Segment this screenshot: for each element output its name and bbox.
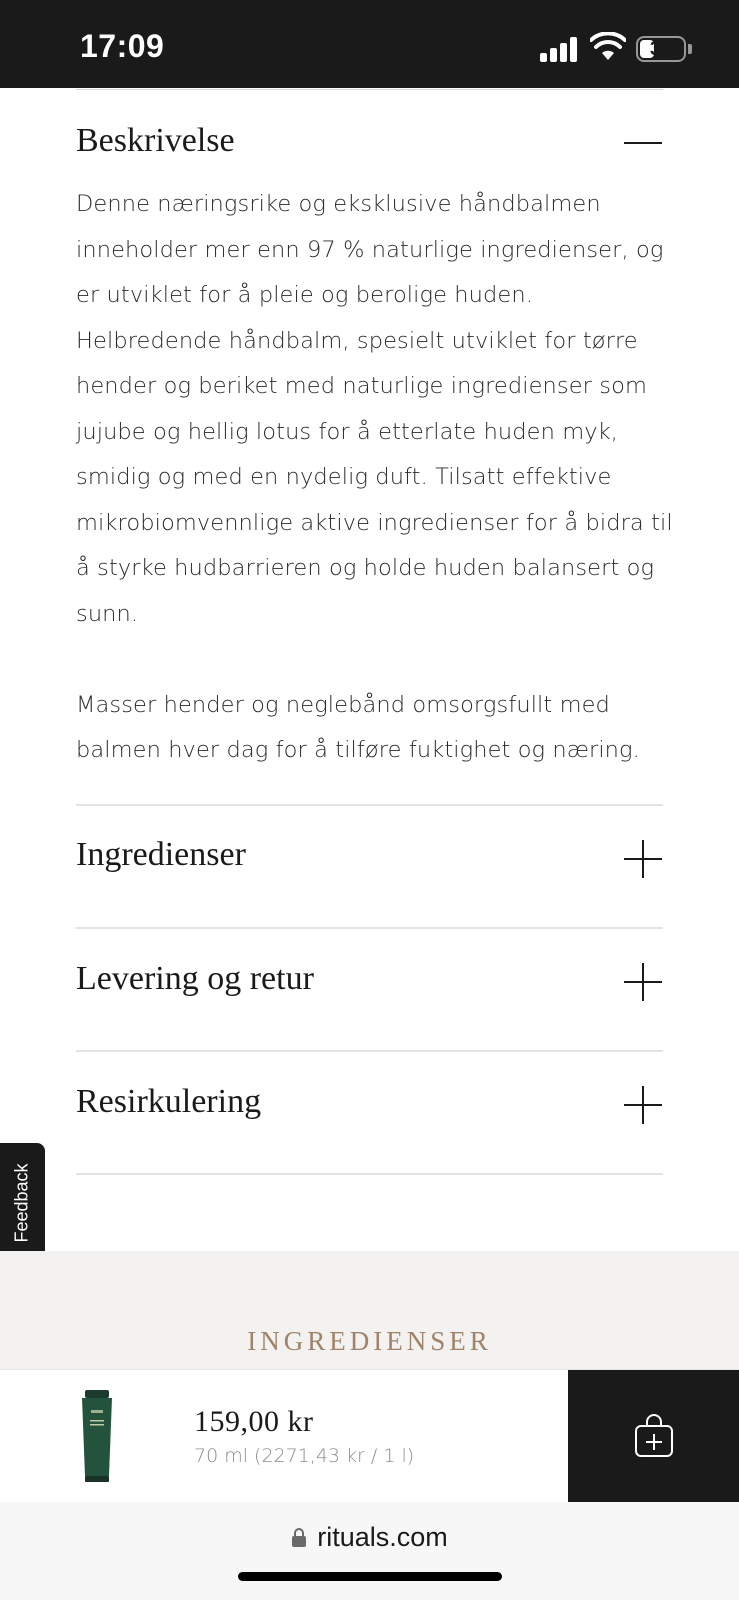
divider xyxy=(76,1173,663,1175)
browser-address-bar[interactable] xyxy=(0,1502,739,1600)
divider xyxy=(76,1050,663,1052)
lock-icon xyxy=(291,1527,307,1547)
accordion-recycling-header[interactable]: Resirkulering xyxy=(76,1083,262,1120)
accordion-ingredients-header[interactable]: Ingredienser xyxy=(76,836,246,873)
feedback-label: Feedback xyxy=(11,1163,32,1243)
description-paragraph-1: Denne næringsrike og eksklusive håndbalmen inneholder mer enn 97 % naturlige ingredienser, og er utviklet for å pleie og berolige huden. Helbredende håndbalm, spesielt utviklet for tørre hender og beriket med naturlige ingredienser som jujube og hellig lotus for å etterlate huden myk, smidig og med en nydelig duft. Tilsatt effektive mikrobiomvennlige aktive ingredienser for å bidra til å styrke hudbarrieren og holde huden balansert og sunn. xyxy=(76,191,673,627)
minus-icon[interactable] xyxy=(624,124,662,162)
cellular-signal-icon xyxy=(540,36,580,62)
divider xyxy=(76,927,663,929)
accordion-description-header[interactable]: Beskrivelse xyxy=(76,122,235,159)
divider xyxy=(76,804,663,806)
home-indicator xyxy=(238,1572,502,1581)
battery-level: 31 xyxy=(649,38,673,60)
accordion-delivery-header[interactable]: Levering og retur xyxy=(76,960,314,997)
battery-icon xyxy=(636,36,686,62)
description-paragraph-2: Masser hender og neglebånd omsorgsfullt med balmen hver dag for å tilføre fuktighet og næring. xyxy=(76,691,640,763)
status-time: 17:09 xyxy=(80,28,165,64)
ingredients-band-title: INGREDIENSER xyxy=(247,1326,492,1356)
status-bar xyxy=(0,0,739,88)
battery-tip xyxy=(688,44,692,54)
add-to-bag-button[interactable] xyxy=(568,1370,739,1503)
shopping-bag-plus-icon xyxy=(632,1412,676,1460)
product-thumbnail[interactable] xyxy=(79,1390,115,1482)
plus-icon[interactable] xyxy=(624,1086,662,1124)
plus-icon[interactable] xyxy=(624,963,662,1001)
description-text xyxy=(76,182,676,774)
plus-icon[interactable] xyxy=(624,840,662,878)
product-price: 159,00 kr xyxy=(194,1405,314,1438)
product-size-unit-price: 70 ml (2271,43 kr / 1 l) xyxy=(194,1445,415,1467)
wifi-icon xyxy=(590,32,626,62)
sticky-add-to-cart-bar xyxy=(0,1369,739,1503)
url-text: rituals.com xyxy=(317,1522,448,1552)
divider xyxy=(76,89,663,90)
url-container[interactable] xyxy=(0,1522,739,1553)
